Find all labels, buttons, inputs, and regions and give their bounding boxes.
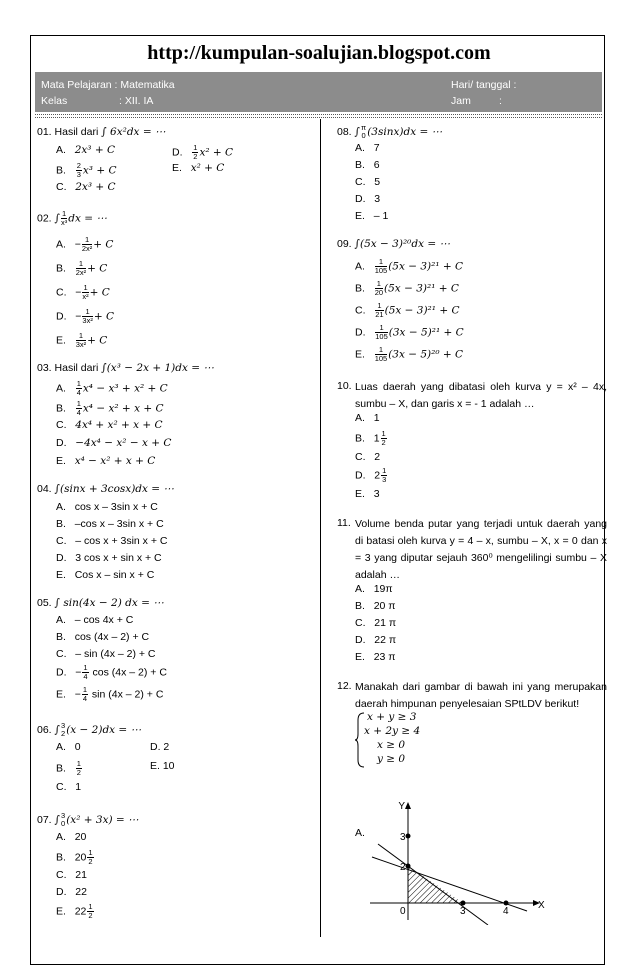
option-11-a[interactable]: A. 19π <box>355 583 393 595</box>
question-03: 03. Hasil dari ∫(x³ − 2x + 1)dx = ⋯ <box>37 362 214 374</box>
option-03-c[interactable]: C. 4x⁴ + x² + x + C <box>56 419 163 431</box>
question-11-text: Volume benda putar yang terjadi untuk daerah yang di batasi oleh kurva y = 4 – x, sumbu – X, x = 0 dan x = 3 yang diputar sejauh 360⁰ mengelilingi sumbu – X adalah … <box>355 518 607 581</box>
option-09-b[interactable]: B. $\frac{1}{20}$ (5x − 3)²¹ + C <box>355 279 459 297</box>
option-01-c[interactable]: C. 2x³ + C <box>56 181 116 193</box>
option-08-b[interactable]: B. 6 <box>355 159 380 171</box>
brace-icon <box>354 712 366 768</box>
option-06-c[interactable]: C. 1 <box>56 781 82 793</box>
question-08: 08. ∫ π 0 (3sinx)dx = ⋯ <box>337 123 443 140</box>
class-label: Kelas <box>41 95 68 107</box>
option-06-a[interactable]: A. 0 <box>56 741 81 753</box>
x-tick-3: 3 <box>460 906 466 917</box>
option-07-b[interactable]: B. 20 $\frac{1}{2}$ <box>56 848 93 866</box>
option-02-d[interactable]: D. − $\frac{1}{\text{3x²}}$ + C <box>56 307 114 325</box>
option-02-e[interactable]: E. $\frac{1}{\text{3x²}}$ + C <box>56 331 108 349</box>
time-colon: : <box>499 95 502 107</box>
option-11-d[interactable]: D. 22 π <box>355 634 397 646</box>
option-07-d[interactable]: D. 22 <box>56 886 87 898</box>
option-06-b[interactable]: B. $\frac{1}{2}$ <box>56 759 81 777</box>
column-divider <box>320 119 321 937</box>
question-number: 01. <box>37 126 52 138</box>
question-10-text: Luas daerah yang dibatasi oleh kurva y = x² – 4x, sumbu – X, dan garis x = - 1 adalah … <box>355 381 607 410</box>
option-03-a[interactable]: A. $\frac{1}{4}$ x⁴ − x³ + x² + C <box>56 379 168 397</box>
option-10-b[interactable]: B. 1 $\frac{1}{2}$ <box>355 429 386 447</box>
option-04-a[interactable]: A. cos x – 3sin x + C <box>56 501 158 513</box>
option-06-d[interactable]: D. 2 <box>150 741 170 753</box>
header-divider-2 <box>35 117 602 118</box>
option-03-b[interactable]: B. $\frac{1}{4}$ x⁴ − x² + x + C <box>56 399 164 417</box>
question-10-number: 10. <box>337 380 352 392</box>
exam-header <box>35 72 602 112</box>
option-09-e[interactable]: E. $\frac{1}{105}$ (3x − 5)²⁰ + C <box>355 345 464 363</box>
option-07-a[interactable]: A. 20 <box>56 831 87 843</box>
question-11-number: 11. <box>337 517 351 529</box>
option-11-b[interactable]: B. 20 π <box>355 600 396 612</box>
option-05-e[interactable]: E. − $\frac{1}{4}$ sin (4x – 2) + C <box>56 685 164 703</box>
question-text: Hasil dari <box>54 126 99 138</box>
y-axis-arrow <box>405 802 411 809</box>
option-08-c[interactable]: C. 5 <box>355 176 381 188</box>
option-02-c[interactable]: C. − $\frac{1}{\text{x²}}$ + C <box>56 283 110 301</box>
origin-label: 0 <box>400 906 406 917</box>
option-01-d[interactable]: D. $\frac{1}{2}$ x² + C <box>172 143 234 161</box>
option-10-d[interactable]: D. 2 $\frac{1}{3}$ <box>355 466 387 484</box>
option-05-d[interactable]: D. − $\frac{1}{4}$ cos (4x – 2) + C <box>56 663 167 681</box>
inequality-3: x ≥ 0 <box>377 739 406 751</box>
option-10-e[interactable]: E. 3 <box>355 488 380 500</box>
option-09-c[interactable]: C. $\frac{1}{21}$ (5x − 3)²¹ + C <box>355 301 460 319</box>
option-01-b[interactable]: B. $\frac{2}{3}$ x³ + C <box>56 161 117 179</box>
option-04-d[interactable]: D. 3 cos x + sin x + C <box>56 552 162 564</box>
date-label: Hari/ tanggal : <box>451 79 517 91</box>
y-tick-2: 2 <box>400 862 406 873</box>
question-01 <box>37 126 165 138</box>
subject-label: Mata Pelajaran : Matematika <box>41 79 175 91</box>
x-axis-label: X <box>538 900 545 911</box>
option-05-b[interactable]: B. cos (4x – 2) + C <box>56 631 150 643</box>
option-11-e[interactable]: E. 23 π <box>355 651 396 663</box>
question-04: 04. ∫(sinx + 3cosx)dx = ⋯ <box>37 483 174 495</box>
point-x3 <box>461 901 466 906</box>
option-09-d[interactable]: D. $\frac{1}{105}$ (3x − 5)²¹ + C <box>355 323 464 341</box>
option-08-a[interactable]: A. 7 <box>355 142 380 154</box>
option-03-e[interactable]: E. x⁴ − x² + x + C <box>56 455 156 467</box>
y-axis-label: Y <box>398 801 405 812</box>
option-03-d[interactable]: D. −4x⁴ − x² − x + C <box>56 437 172 449</box>
y-tick-3: 3 <box>400 832 406 843</box>
option-02-b[interactable]: B. $\frac{1}{\text{2x²}}$ + C <box>56 259 108 277</box>
point-x4 <box>504 901 509 906</box>
option-05-a[interactable]: A. – cos 4x + C <box>56 614 134 626</box>
option-04-b[interactable]: B. –cos x – 3sin x + C <box>56 518 164 530</box>
question-05: 05. ∫ sin(4x − 2) dx = ⋯ <box>37 597 164 609</box>
line-x-plus-y <box>378 844 488 925</box>
question-07: 07. ∫ 3 0 (x² + 3x) = ⋯ <box>37 811 139 828</box>
option-11-c[interactable]: C. 21 π <box>355 617 397 629</box>
option-12-a[interactable]: A. <box>355 827 365 839</box>
inequality-1: x + y ≥ 3 <box>367 711 417 723</box>
option-07-c[interactable]: C. 21 <box>56 869 87 881</box>
option-01-a[interactable]: A. 2x³ + C <box>56 144 116 156</box>
class-value: : XII. IA <box>119 95 154 107</box>
option-09-a[interactable]: A. $\frac{1}{105}$ (5x − 3)²¹ + C <box>355 257 464 275</box>
option-07-e[interactable]: E. 22 $\frac{1}{2}$ <box>56 902 93 920</box>
point-y2 <box>406 864 411 869</box>
question-expression: ∫ 6x²dx = ⋯ <box>101 126 166 138</box>
option-08-e[interactable]: E. – 1 <box>355 210 389 222</box>
site-url: http://kumpulan-soalujian.blogspot.com <box>147 42 491 64</box>
header-divider <box>35 114 602 115</box>
option-01-e[interactable]: E. x² + C <box>172 162 225 174</box>
option-04-c[interactable]: C. – cos x + 3sin x + C <box>56 535 168 547</box>
question-12-text: Manakah dari gambar di bawah ini yang merupakan daerah himpunan penyelesaian SPtLDV berikut! <box>355 681 607 710</box>
question-09: 09. ∫(5x − 3)²⁰dx = ⋯ <box>337 238 450 250</box>
option-10-c[interactable]: C. 2 <box>355 451 381 463</box>
time-label: Jam <box>451 95 471 107</box>
option-04-e[interactable]: E. Cos x – sin x + C <box>56 569 155 581</box>
inequality-4: y ≥ 0 <box>377 753 406 765</box>
option-02-a[interactable]: A. − $\frac{1}{\text{2x²}}$ + C <box>56 235 114 253</box>
question-06: 06. ∫ 3 2 (x − 2)dx = ⋯ <box>37 721 142 738</box>
point-y3 <box>406 834 411 839</box>
question-02: 02. ∫ $\frac{1}{\text{x³}}$ dx = ⋯ <box>37 209 107 227</box>
inequality-2: x + 2y ≥ 4 <box>364 725 421 737</box>
x-tick-4: 4 <box>503 906 509 917</box>
option-10-a[interactable]: A. 1 <box>355 412 380 424</box>
option-06-e[interactable]: E. 10 <box>150 760 175 772</box>
option-08-d[interactable]: D. 3 <box>355 193 381 205</box>
option-05-c[interactable]: C. – sin (4x – 2) + C <box>56 648 156 660</box>
question-12-number: 12. <box>337 680 352 692</box>
option-12-a-graph <box>370 800 550 925</box>
